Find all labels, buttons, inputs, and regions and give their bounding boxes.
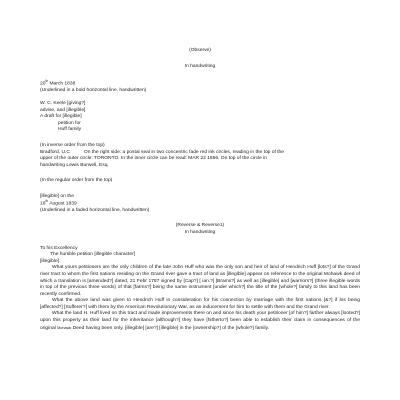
letter-paragraph: What the above land was given to Hendrich Huff in consideration for his connection by marriage with the first nations [&?] if his being [affected?] [Sufferer?] with them by the American Revolutionary War, as an inducement for him to settle with them and the Grand river. [40, 298, 360, 310]
regular-date: 16th August 1839 [40, 198, 77, 207]
small-word: Mohawk [57, 325, 72, 330]
inverse-line: Bradford, U.C On the right side: a postal seal in two concentric fade red ink circles, reading in the top of the [40, 149, 284, 155]
front-date: 20th March 1838 [40, 79, 76, 87]
reverse-heading: (Reverse & Reverse1) [175, 223, 225, 229]
regular-line: [illegible] on the [40, 193, 74, 199]
letter-salutation: To his Excellency [40, 245, 78, 251]
inverse-heading: (In inverse order from the top) [40, 142, 105, 148]
letter-illegible: [illegible] [40, 258, 60, 264]
front-line: advise, and [illegible] [40, 107, 86, 113]
observe-heading: (Observe) [189, 48, 211, 53]
front-indent-line: petition for [58, 120, 81, 126]
inverse-line: handwriting Lewis Burwell, Esq. [40, 162, 109, 168]
inverse-line: upper of the outer circle: TORONTO. In the inner circle can be read: MAR 22 1856. On top of the circle in [40, 156, 267, 162]
in-handwriting-label: In handwriting [184, 63, 216, 69]
letter-paragraph: What the land H. Huff lived on this tract and made improvements there on and since his death your petitioner [of him?] farther always [looted?] upon this property as their land for the inheritance [although?] they have [hitherto?] been able to establish their claim in consequences of the original Mohawk Deed having been only, [illegible] [are?] [illegible] in the [ownership?] of the [whole?] family. [40, 311, 360, 331]
regular-line: (Underlined in a faded horizontal line, handwritten) [40, 207, 150, 213]
front-line: W. C. Keele [giving?] [40, 101, 86, 106]
in-handwriting-label: In handwriting [184, 229, 216, 235]
front-date-note: (Underlined in a bold horizontal line, handwritten) [40, 88, 147, 94]
front-line: A draft for [illegible] [40, 114, 82, 120]
front-indent-line: Huff family [58, 127, 82, 133]
regular-heading: (In the regular order from the top) [40, 178, 113, 184]
letter-paragraph: What yours petitioners are the only children of the late John Huff who was the only son and heir of land of Hendrich Huff [lots?] of the Grand river tract to whom the first nations residing on the Grand river gave a tract of land as [illegible] appear on reference to the original Mohawk deed of which a translation is [amended?] dated, 21 Febr 1787 signed by [Cap?] [ ian.?] [Brams?] as well as [illegible] and [warriors?] (three illegible words in top of the previous three words) of that [farms?] being the same instrument [under which?] the title of the [whole?] family to this land has been recently confirmed. [40, 265, 360, 297]
letter-subtitle: The humble petition [illegible character] [50, 252, 136, 258]
